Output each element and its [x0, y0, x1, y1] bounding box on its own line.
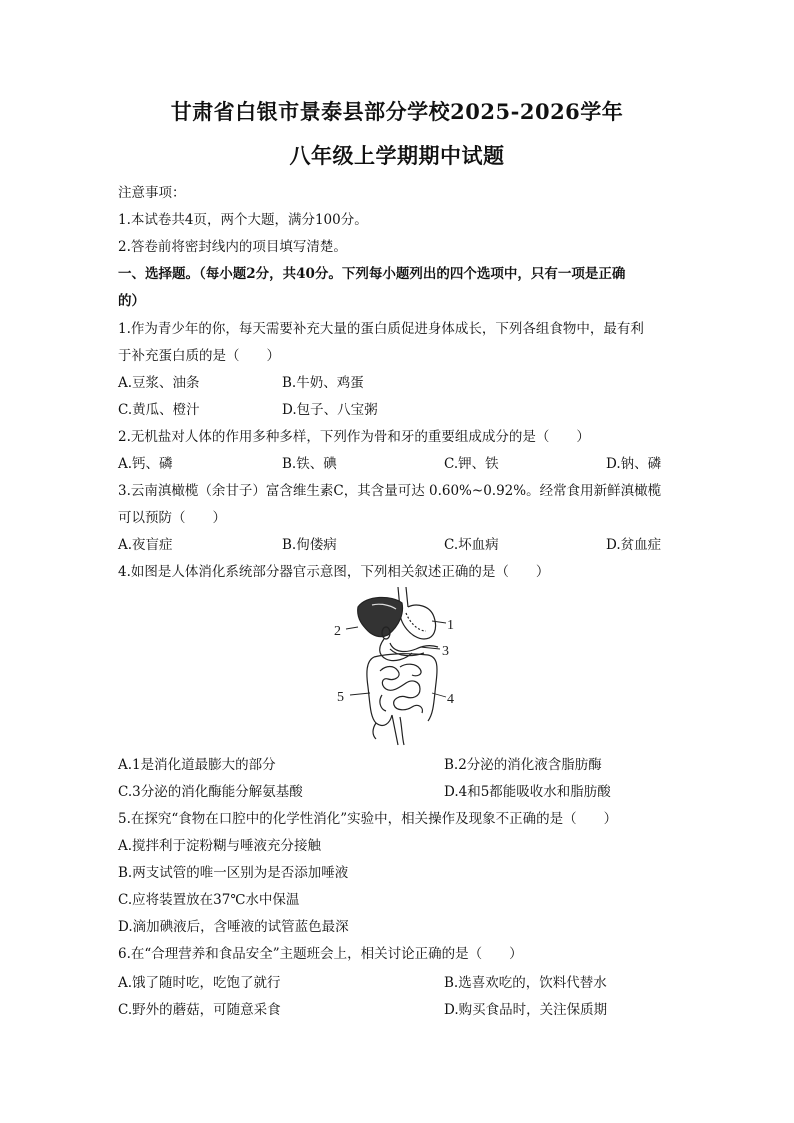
figure-label-3: 3	[442, 644, 449, 659]
q1-option-b[interactable]: B.牛奶、鸡蛋	[282, 375, 364, 391]
q3-option-c[interactable]: C.坏血病	[444, 537, 499, 553]
q5-option-d[interactable]: D.滴加碘液后，含唾液的试管蓝色最深	[118, 919, 349, 935]
digestive-system-figure	[320, 583, 470, 748]
q1-option-c[interactable]: C.黄瓜、橙汁	[118, 402, 200, 418]
figure-label-5: 5	[337, 690, 344, 705]
question-3-stem-cont: 可以预防（ ）	[118, 510, 226, 526]
q2-option-b[interactable]: B.铁、碘	[282, 456, 337, 472]
section-heading-cont: 的）	[118, 293, 145, 309]
q6-option-d[interactable]: D.购买食品时，关注保质期	[444, 1002, 608, 1018]
q1-option-d[interactable]: D.包子、八宝粥	[282, 402, 378, 418]
figure-label-4: 4	[447, 692, 454, 707]
notice-item: 1.本试卷共4页，两个大题，满分100分。	[118, 212, 368, 228]
liver-shape	[358, 597, 403, 636]
notice-item: 2.答卷前将密封线内的项目填写清楚。	[118, 239, 347, 255]
question-4-stem: 4.如图是人体消化系统部分器官示意图，下列相关叙述正确的是（ ）	[118, 564, 550, 580]
q4-option-d[interactable]: D.4和5都能吸收水和脂肪酸	[444, 784, 611, 800]
question-6-stem: 6.在“合理营养和食品安全”主题班会上，相关讨论正确的是（ ）	[118, 946, 523, 962]
question-3-stem: 3.云南滇橄榄（余甘子）富含维生素C，其含量可达 0.60%~0.92%。经常食用新鲜滇橄榄	[118, 483, 662, 499]
q6-option-a[interactable]: A.饿了随时吃，吃饱了就行	[118, 975, 281, 991]
q3-option-b[interactable]: B.佝偻病	[282, 537, 337, 553]
question-2-stem: 2.无机盐对人体的作用多种多样，下列作为骨和牙的重要组成成分的是（ ）	[118, 429, 590, 445]
figure-label-1: 1	[447, 618, 454, 633]
q2-option-d[interactable]: D.钠、磷	[606, 456, 662, 472]
q5-option-c[interactable]: C.应将装置放在37℃水中保温	[118, 892, 300, 908]
q3-option-a[interactable]: A.夜盲症	[118, 537, 173, 553]
q3-option-d[interactable]: D.贫血症	[606, 537, 662, 553]
q5-option-b[interactable]: B.两支试管的唯一区别为是否添加唾液	[118, 865, 349, 881]
figure-label-2: 2	[334, 624, 341, 639]
question-5-stem: 5.在探究“食物在口腔中的化学性消化”实验中，相关操作及现象不正确的是（ ）	[118, 811, 618, 827]
q4-option-a[interactable]: A.1是消化道最膨大的部分	[118, 757, 276, 773]
question-1-stem-cont: 于补充蛋白质的是（ ）	[118, 348, 280, 364]
notice-heading: 注意事项：	[118, 185, 186, 201]
question-1-stem: 1.作为青少年的你，每天需要补充大量的蛋白质促进身体成长，下列各组食物中，最有利	[118, 321, 644, 337]
exam-title: 甘肃省白银市景泰县部分学校2025-2026学年	[170, 99, 624, 124]
q2-option-a[interactable]: A.钙、磷	[118, 456, 173, 472]
q4-option-c[interactable]: C.3分泌的消化酶能分解氨基酸	[118, 784, 303, 800]
section-heading: 一、选择题。（每小题2分，共40分。下列每小题列出的四个选项中，只有一项是正确	[118, 266, 626, 282]
q5-option-a[interactable]: A.搅拌利于淀粉糊与唾液充分接触	[118, 838, 322, 854]
q6-option-b[interactable]: B.选喜欢吃的，饮料代替水	[444, 975, 607, 991]
q2-option-c[interactable]: C.钾、铁	[444, 456, 499, 472]
q1-option-a[interactable]: A.豆浆、油条	[118, 375, 200, 391]
q4-option-b[interactable]: B.2分泌的消化液含脂肪酶	[444, 757, 602, 773]
q6-option-c[interactable]: C.野外的蘑菇，可随意采食	[118, 1002, 281, 1018]
exam-subtitle: 八年级上学期期中试题	[289, 143, 505, 168]
